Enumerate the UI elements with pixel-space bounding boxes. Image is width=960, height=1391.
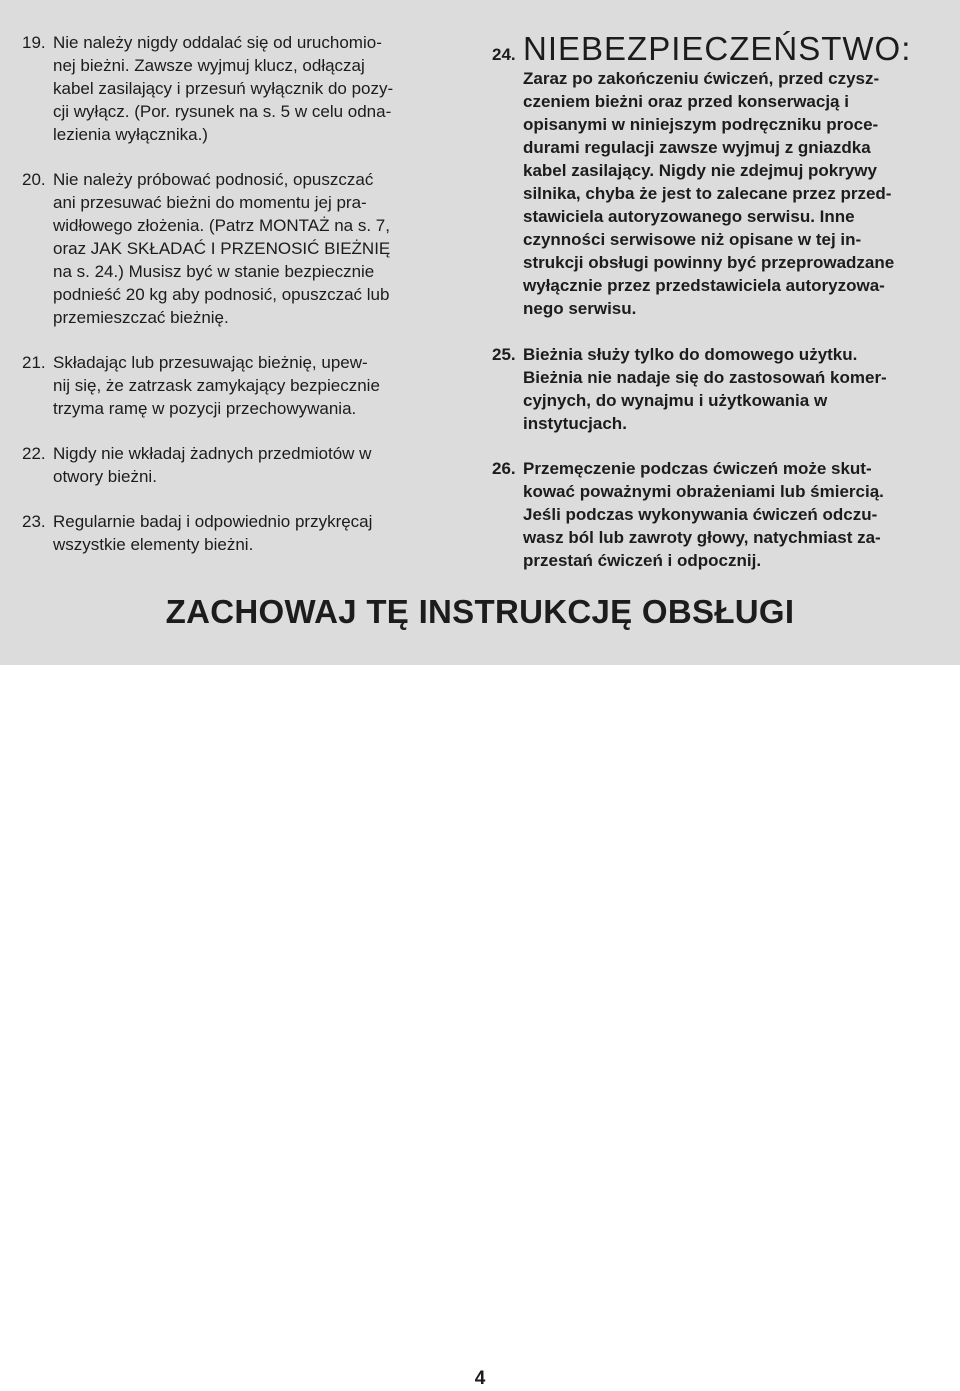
item-text-line: Nie należy nigdy oddalać się od uruchomio- bbox=[53, 33, 382, 52]
item-number: 19. bbox=[22, 33, 46, 52]
item-text-line: nego serwisu. bbox=[523, 299, 637, 318]
item-text-line: opisanymi w niniejszym podręczniku proce- bbox=[523, 115, 879, 134]
item-text-line: trzyma ramę w pozycji przechowywania. bbox=[53, 399, 357, 418]
warning-item-24 bbox=[492, 31, 942, 320]
item-text-line: ani przesuwać bieżni do momentu jej pra- bbox=[53, 193, 367, 212]
item-text-line: widłowego złożenia. (Patrz MONTAŻ na s. 7, bbox=[53, 216, 390, 235]
item-text-line: przemieszczać bieżnię. bbox=[53, 308, 229, 327]
item-text-line: Bieżnia nie nadaje się do zastosowań komer- bbox=[523, 368, 887, 387]
item-text-line: kabel zasilający i przesuń wyłącznik do pozy- bbox=[53, 79, 394, 98]
instruction-item-21 bbox=[22, 351, 467, 420]
safety-instructions-panel bbox=[0, 0, 960, 665]
item-text-line: nij się, że zatrzask zamykający bezpiecznie bbox=[53, 376, 380, 395]
item-text-line: cyjnych, do wynajmu i użytkowania w bbox=[523, 391, 828, 410]
item-text-line: nej bieżni. Zawsze wyjmuj klucz, odłączaj bbox=[53, 56, 365, 75]
save-instructions-heading: ZACHOWAJ TĘ INSTRUKCJĘ OBSŁUGI bbox=[165, 593, 795, 630]
item-text-line: Jeśli podczas wykonywania ćwiczeń odczu- bbox=[523, 505, 878, 524]
item-text-line: stawiciela autoryzowanego serwisu. Inne bbox=[523, 207, 855, 226]
left-column bbox=[22, 31, 467, 578]
item-number: 21. bbox=[22, 353, 46, 372]
item-text-line: Zaraz po zakończeniu ćwiczeń, przed czysz- bbox=[523, 69, 880, 88]
item-text-line: silnika, chyba że jest to zalecane przez przed- bbox=[523, 184, 892, 203]
item-text-line: kować poważnymi obrażeniami lub śmiercią. bbox=[523, 482, 884, 501]
item-text-line: Bieżnia służy tylko do domowego użytku. bbox=[523, 345, 858, 364]
item-text-line: wszystkie elementy bieżni. bbox=[53, 535, 254, 554]
instruction-item-25 bbox=[492, 343, 942, 435]
item-text-line: lezienia wyłącznika.) bbox=[53, 125, 208, 144]
instruction-item-26 bbox=[492, 457, 942, 572]
item-number: 25. bbox=[492, 345, 516, 364]
instruction-item-20 bbox=[22, 168, 467, 329]
item-text-line: strukcji obsługi powinny być przeprowadzane bbox=[523, 253, 895, 272]
item-text-line: wasz ból lub zawroty głowy, natychmiast za- bbox=[523, 528, 881, 547]
item-number: 26. bbox=[492, 459, 516, 478]
item-text-line: podnieść 20 kg aby podnosić, opuszczać lub bbox=[53, 285, 390, 304]
item-text-line: cji wyłącz. (Por. rysunek na s. 5 w celu odna- bbox=[53, 102, 392, 121]
item-text-line: Nie należy próbować podnosić, opuszczać bbox=[53, 170, 374, 189]
item-text-line: oraz JAK SKŁADAĆ I PRZENOSIĆ BIEŻNIĘ bbox=[53, 239, 391, 258]
item-text-line: instytucjach. bbox=[523, 414, 627, 433]
page-number: 4 bbox=[474, 1368, 486, 1389]
item-text-line: otwory bieżni. bbox=[53, 467, 157, 486]
item-number: 24. bbox=[492, 45, 516, 64]
warning-title: NIEBEZPIECZEŃSTWO: bbox=[523, 30, 912, 67]
item-number: 22. bbox=[22, 444, 46, 463]
instruction-item-23 bbox=[22, 510, 467, 556]
item-number: 23. bbox=[22, 512, 46, 531]
instruction-item-19 bbox=[22, 31, 467, 146]
item-text-line: wyłącznie przez przedstawiciela autoryzowa- bbox=[523, 276, 885, 295]
item-number: 20. bbox=[22, 170, 46, 189]
item-text-line: Przemęczenie podczas ćwiczeń może skut- bbox=[523, 459, 872, 478]
right-column bbox=[492, 31, 942, 594]
item-text-line: czynności serwisowe niż opisane w tej in- bbox=[523, 230, 862, 249]
item-text-line: czeniem bieżni oraz przed konserwacją i bbox=[523, 92, 849, 111]
item-text-line: na s. 24.) Musisz być w stanie bezpiecznie bbox=[53, 262, 375, 281]
item-text-line: kabel zasilający. Nigdy nie zdejmuj pokrywy bbox=[523, 161, 877, 180]
item-text-line: Regularnie badaj i odpowiednio przykręcaj bbox=[53, 512, 373, 531]
instruction-item-22 bbox=[22, 442, 467, 488]
item-text-line: durami regulacji zawsze wyjmuj z gniazdka bbox=[523, 138, 871, 157]
item-text-line: Nigdy nie wkładaj żadnych przedmiotów w bbox=[53, 444, 372, 463]
item-text-line: Składając lub przesuwając bieżnię, upew- bbox=[53, 353, 368, 372]
item-text-line: przestań ćwiczeń i odpocznij. bbox=[523, 551, 762, 570]
